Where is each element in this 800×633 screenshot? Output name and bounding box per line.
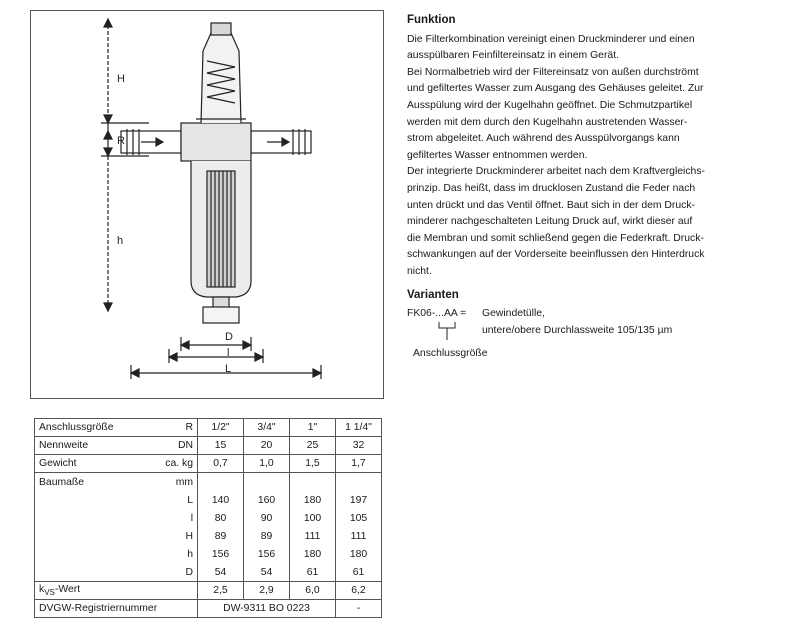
variant-entry <box>407 306 787 360</box>
kvs-subscript: VS <box>44 588 55 598</box>
variant-description: Gewindetülle, <box>482 308 545 320</box>
table-cell: 180 <box>290 545 336 563</box>
variant-code: FK06-...AA = <box>407 308 467 320</box>
text-line: unten drückt und das Ventil öffnet. Baut sich in der dem Druck- <box>407 199 696 211</box>
row-label <box>35 491 162 509</box>
row-unit: DN <box>161 437 198 455</box>
table-cell: 2,9 <box>244 582 290 600</box>
variant-description-detail: untere/obere Durchlassweite 105/135 µm <box>482 325 673 337</box>
table-cell: 1" <box>290 419 336 437</box>
technical-drawing <box>30 10 384 399</box>
row-unit: D <box>161 563 198 582</box>
row-unit: ca. kg <box>161 455 198 473</box>
funktion-paragraph-2 <box>407 65 787 165</box>
funktion-heading: Funktion <box>407 14 456 26</box>
row-label <box>35 563 162 582</box>
table-cell: 15 <box>198 437 244 455</box>
table-cell: 0,7 <box>198 455 244 473</box>
text-line: und gefiltertes Wasser zum Ausgang des Gehäuses geleitet. Zur <box>407 83 704 95</box>
table-cell: 140 <box>198 491 244 509</box>
text-line: Bei Normalbetrieb wird der Filtereinsatz von außen durchströmt <box>407 66 699 78</box>
table-cell: 156 <box>198 545 244 563</box>
text-line: strom abgeleitet. Auch während des Ausspülvorgangs kann <box>407 133 680 145</box>
table-cell: 61 <box>336 563 382 582</box>
dim-label-h: h <box>117 235 124 247</box>
row-label <box>35 545 162 563</box>
table-cell: 32 <box>336 437 382 455</box>
funktion-paragraph-1 <box>407 32 787 65</box>
table-cell <box>290 473 336 492</box>
table-row <box>35 491 382 509</box>
table-cell <box>198 473 244 492</box>
table-row <box>35 545 382 563</box>
dim-label-H: H <box>117 73 125 85</box>
dim-label-D: D <box>225 331 233 343</box>
row-unit: h <box>161 545 198 563</box>
row-label: Gewicht <box>35 455 162 473</box>
dim-label-L: L <box>225 363 232 375</box>
table-cell: 1,5 <box>290 455 336 473</box>
table-row <box>35 582 382 600</box>
table-cell: 54 <box>244 563 290 582</box>
row-label: DVGW-Registriernummer <box>35 600 198 618</box>
table-cell: 1,7 <box>336 455 382 473</box>
text-line: werden mit dem durch den Kugelhahn austretenden Wasser- <box>407 116 688 128</box>
text-line: prinzip. Das heißt, dass im drucklosen Zustand die Feder nach <box>407 182 696 194</box>
table-cell: 1 1/4" <box>336 419 382 437</box>
table-cell: 105 <box>336 509 382 527</box>
text-line: gefiltertes Wasser entnommen werden. <box>407 149 588 161</box>
text-line: Die Filterkombination vereinigt einen Druckminderer und einen <box>407 33 695 45</box>
row-unit: l <box>161 509 198 527</box>
row-label <box>35 509 162 527</box>
table-cell: 80 <box>198 509 244 527</box>
table-cell: 6,2 <box>336 582 382 600</box>
table-cell: 89 <box>244 527 290 545</box>
varianten-heading: Varianten <box>407 288 459 301</box>
table-row <box>35 419 382 437</box>
table-row <box>35 563 382 582</box>
row-label <box>35 527 162 545</box>
table-cell: 111 <box>336 527 382 545</box>
row-label: Baumaße <box>35 473 162 492</box>
table-row <box>35 600 382 618</box>
kvs-rest: -Wert <box>54 583 81 595</box>
text-line: schwankungen auf der Vorderseite beeinflussen den Hinterdruck <box>407 249 705 261</box>
dim-label-l: l <box>227 347 230 359</box>
table-cell: 156 <box>244 545 290 563</box>
table-row <box>35 509 382 527</box>
kvs-k: k <box>39 583 45 595</box>
table-cell: 20 <box>244 437 290 455</box>
table-cell: 2,5 <box>198 582 244 600</box>
row-label-kvs <box>35 582 198 600</box>
table-cell: 3/4" <box>244 419 290 437</box>
row-label: Anschlussgröße <box>35 419 162 437</box>
row-unit: L <box>161 491 198 509</box>
table-row <box>35 473 382 492</box>
table-cell: 61 <box>290 563 336 582</box>
table-cell: 160 <box>244 491 290 509</box>
text-line: ausspülbaren Feinfiltereinsatz in einem Gerät. <box>407 50 619 62</box>
text-line: minderer nachgeschalteten Leitung Druck auf, wirkt dieser auf <box>407 216 693 228</box>
row-unit: H <box>161 527 198 545</box>
table-cell: 100 <box>290 509 336 527</box>
spec-table <box>34 418 382 618</box>
table-cell <box>244 473 290 492</box>
row-label: Nennweite <box>35 437 162 455</box>
table-cell: 111 <box>290 527 336 545</box>
dim-label-R: R <box>117 135 125 147</box>
text-line: die Membran und somit schließend gegen die Federkraft. Druck- <box>407 232 704 244</box>
valve-cross-section <box>31 11 385 400</box>
text-line: Ausspülung wird der Kugelhahn geöffnet. Die Schmutzpartikel <box>407 99 693 111</box>
row-unit: R <box>161 419 198 437</box>
table-cell: 6,0 <box>290 582 336 600</box>
table-cell: 197 <box>336 491 382 509</box>
bracket-connector-icon <box>437 320 457 342</box>
table-cell: - <box>336 600 382 618</box>
table-cell: 1,0 <box>244 455 290 473</box>
table-row <box>35 437 382 455</box>
table-cell: 25 <box>290 437 336 455</box>
variant-note: Anschlussgröße <box>413 348 488 360</box>
table-cell: DW-9311 BO 0223 <box>198 600 336 618</box>
table-cell: 1/2" <box>198 419 244 437</box>
table-cell: 90 <box>244 509 290 527</box>
table-cell: 54 <box>198 563 244 582</box>
table-row <box>35 527 382 545</box>
funktion-paragraph-3 <box>407 164 787 280</box>
table-cell: 180 <box>336 545 382 563</box>
text-column <box>407 10 787 360</box>
text-line: nicht. <box>407 265 432 277</box>
table-row <box>35 455 382 473</box>
table-cell <box>336 473 382 492</box>
table-cell: 89 <box>198 527 244 545</box>
row-unit: mm <box>161 473 198 492</box>
text-line: Der integrierte Druckminderer arbeitet nach dem Kraftvergleichs- <box>407 166 705 178</box>
table-cell: 180 <box>290 491 336 509</box>
